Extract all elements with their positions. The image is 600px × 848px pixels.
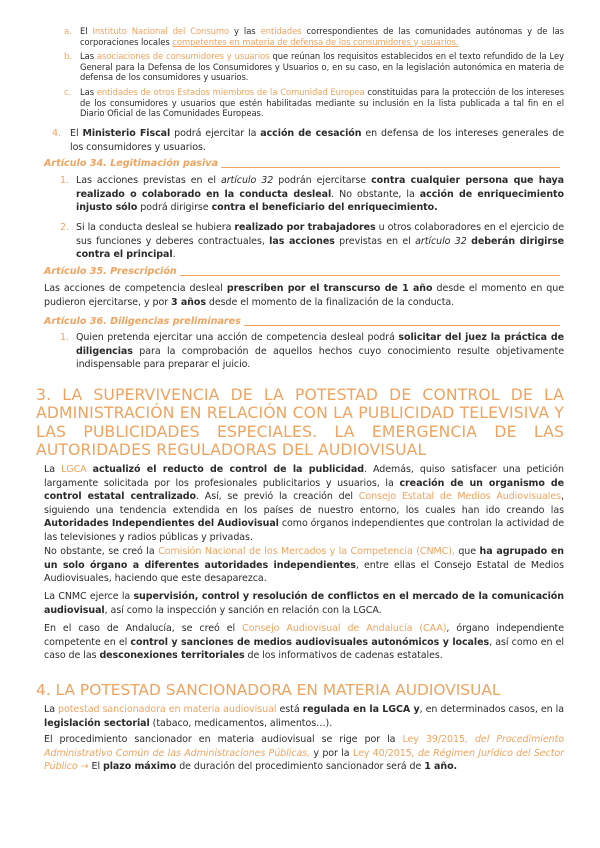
list-item-a: [64, 26, 564, 47]
text-run: . Así, se previó la creación del: [196, 491, 359, 503]
section-4-heading: 4. LA POTESTAD SANCIONADORA EN MATERIA AUDIOVISUAL: [36, 681, 501, 699]
text-run: podrá dirigirse: [137, 202, 212, 214]
list-item-text: [80, 51, 564, 83]
text-run: de los informativos de cadenas estatales.: [244, 650, 443, 662]
section-4-paragraph-2: [44, 733, 564, 774]
list-item-text: [80, 26, 564, 47]
text-run: podrá ejercitar la: [170, 128, 261, 139]
text-run: En el caso de Andalucía, se creó el: [44, 623, 243, 634]
text-run: contra el beneficiario del enriquecimiento.: [211, 202, 438, 214]
text-run: artículo 32: [415, 235, 467, 247]
list-marker: 1.: [60, 175, 69, 186]
text-run: Ley 40/2015: [352, 747, 412, 759]
list-marker: b.: [64, 51, 72, 61]
text-run: supervisión, control y resolución de conflictos en el mercado de la comunicación audiovisual: [44, 591, 564, 616]
text-run: acción de enriquecimiento injusto sólo: [76, 188, 564, 214]
text-run: está: [276, 704, 303, 715]
text-run: , siguiendo una tendencia extendida en los países de nuestro entorno, los cuales han ido creando las: [44, 491, 564, 516]
text-run: solicitar del juez la práctica de diligencias: [76, 332, 564, 357]
text-run: La: [44, 704, 59, 715]
text-run: acción de cesación: [260, 128, 362, 139]
text-run: 1 año.: [424, 761, 458, 773]
text-run: Autoridades Independientes del Audiovisual: [44, 518, 279, 530]
article-34-item-2: [60, 221, 565, 262]
list-item-text: [76, 174, 564, 215]
text-run: →: [77, 761, 92, 773]
list-item-c: [64, 87, 564, 119]
text-run: creación de un organismo de control estatal centralizado: [44, 477, 564, 503]
text-run: . No obstante, la: [331, 188, 420, 200]
text-run: , entre ellas el Consejo Estatal de Medios Audiovisuales, haciendo que este desaparezca.: [44, 559, 564, 585]
article-title: Artículo 35. Prescripción: [44, 266, 177, 277]
list-item-text: [80, 87, 564, 119]
list-marker: 1.: [60, 332, 69, 343]
section-3-paragraph-4: [44, 622, 564, 663]
text-run: , en determinados casos, en la: [419, 704, 564, 715]
text-run: El procedimiento sancionador en materia audiovisual se rige por la: [44, 734, 403, 745]
text-run: Las: [80, 51, 97, 61]
text-run: potestad sancionadora en materia audiovisual: [58, 704, 277, 715]
text-run: prescriben por el transcurso de 1 año: [226, 283, 433, 294]
text-run: Consejo Audiovisual de Andalucía (CAA): [242, 623, 447, 634]
text-run: actualizó el reducto de control de la publicidad: [92, 464, 364, 475]
article-36-heading: [44, 316, 560, 328]
heading-rule: [244, 325, 560, 326]
text-run: Instituto Nacional del Consumo: [92, 26, 230, 36]
text-run: constituidas para la protección de los intereses de los consumidores y usuarios que estén habilitadas mediante su inclusión en la lista publicada a tal fin en el Diario Oficial de las Comunidades Europeas.: [80, 87, 565, 119]
text-run: Si la conducta desleal se hubiera: [76, 222, 235, 233]
text-run: artículo 32: [220, 175, 274, 186]
text-run: .: [172, 249, 176, 261]
text-run: El: [80, 26, 93, 36]
list-item-text: [76, 331, 564, 372]
text-run: realizado por trabajadores: [234, 222, 376, 233]
text-run: Las: [80, 87, 97, 97]
text-run: Las acciones de competencia desleal: [44, 283, 227, 294]
section-3-heading: 3. LA SUPERVIVENCIA DE LA POTESTAD DE CONTROL DE LA ADMINISTRACIÓN EN RELACIÓN CON LA PUBLICIDAD TELEVISIVA Y LAS PUBLICIDADES ESPECIALES. LA EMERGENCIA DE LAS AUTORIDADES REGULADORAS DEL AUDIOVISUAL: [36, 386, 564, 460]
text-run: La: [44, 464, 62, 475]
text-run: en defensa de los intereses generales de los consumidores y usuarios.: [70, 128, 565, 153]
article-35-text: [44, 282, 564, 309]
text-run: , de Régimen Jurídico del Sector Público: [44, 747, 565, 773]
list-item-4: [52, 127, 564, 154]
article-36-item-1: [60, 331, 564, 372]
text-run: las acciones: [269, 235, 335, 247]
text-run: plazo máximo: [103, 761, 177, 773]
text-run: y por la: [310, 747, 353, 759]
section-3-paragraph-1: [44, 463, 564, 545]
list-marker: c.: [64, 87, 72, 97]
text-run: Consejo Estatal de Medios Audiovisuales: [358, 491, 562, 503]
text-run: desde el momento en que pudieron ejercitarse, y por: [44, 283, 565, 308]
text-run: como órganos independientes que controlan la actividad de las televisiones y radios públicas y privadas.: [44, 518, 564, 543]
text-run: previstas en el: [334, 235, 416, 247]
section-3-paragraph-3: [44, 590, 564, 617]
text-run: , órgano independiente competente en el: [44, 623, 565, 648]
text-run: control y sanciones de medios audiovisuales autonómicos y locales: [130, 636, 490, 648]
list-item-text: [76, 221, 564, 262]
text-run: . Además, quiso satisfacer una petición largamente solicitada por los profesionales publicitarios y usuarios, la: [44, 464, 564, 489]
text-run: desconexiones territoriales: [99, 650, 245, 662]
list-item-text: [70, 127, 564, 154]
section-4-paragraph-1: [44, 703, 564, 730]
text-run: (tabaco, medicamentos, alimentos…).: [149, 717, 333, 729]
text-run: contra cualquier persona que haya realizado o colaborado en la conducta desleal: [76, 175, 564, 200]
text-run: , así como la inspección y sanción en relación con la LGCA.: [104, 604, 382, 616]
text-run: 3 años: [171, 296, 206, 308]
text-run: Ministerio Fiscal: [82, 128, 171, 139]
article-34-heading: [44, 158, 560, 170]
text-run: No obstante, se creó la: [44, 546, 159, 557]
text-run: El: [70, 128, 83, 139]
text-run: LGCA: [61, 464, 87, 475]
article-34-item-1: [60, 174, 564, 215]
text-run: Ley 39/2015: [402, 734, 465, 745]
text-run: legislación sectorial: [44, 717, 150, 729]
text-run: que: [454, 546, 480, 557]
text-run: entidades de otros Estados miembros de la Comunidad Europea: [96, 87, 365, 97]
article-35-heading: [44, 266, 560, 278]
section-3-paragraph-2: [44, 545, 564, 586]
text-run: entidades: [260, 26, 302, 36]
text-run: Las acciones previstas en el: [76, 175, 221, 186]
text-run: , así como en el caso de las: [44, 636, 564, 662]
heading-rule: [221, 167, 560, 168]
text-run: , del Procedimiento Administrativo Común de las Administraciones Públicas,: [44, 734, 565, 759]
article-title: Artículo 34. Legitimación pasiva: [44, 158, 219, 169]
text-run: deberán dirigirse contra el principal: [76, 235, 564, 261]
text-run: El: [91, 761, 103, 773]
text-run: u otros colaboradores en el ejercicio de sus funciones y deberes contractuales,: [76, 222, 565, 247]
heading-rule: [180, 275, 560, 276]
text-run: podrán ejercitarse: [273, 175, 372, 186]
text-run: asociaciones de consumidores y usuarios: [96, 51, 270, 61]
text-run: correspondientes de las comunidades autónomas y de las corporaciones locales: [80, 26, 564, 47]
text-run: que reúnan los requisitos establecidos en el texto refundido de la Ley General para la Defensa de los Consumidores y Usuarios o, en su caso, en la legislación autonómica en materia de defensa de los consumidores y usuarios.: [80, 51, 565, 83]
text-run: La CNMC ejerce la: [44, 591, 134, 602]
list-marker: 4.: [52, 128, 61, 139]
text-run: para la comprobación de aquellos hechos cuyo conocimiento resulte objetivamente indispensable para preparar el juicio.: [76, 345, 564, 371]
text-run: Quien pretenda ejercitar una acción de competencia desleal podrá: [76, 332, 399, 343]
text-run: ha agrupado en un solo órgano a diferentes autoridades independientes: [44, 546, 564, 571]
text-run: Comisión Nacional de los Mercados y la Competencia (CNMC),: [158, 546, 455, 557]
list-marker: 2.: [60, 222, 69, 233]
text-run: de duración del procedimiento sancionador será de: [176, 761, 425, 773]
text-run: competentes en materia de defensa de los consumidores y usuarios.: [172, 36, 459, 47]
text-run: regulada en la LGCA y: [302, 704, 420, 715]
article-title: Artículo 36. Diligencias preliminares: [44, 316, 241, 327]
list-item-b: [64, 51, 564, 83]
text-run: desde el momento de la finalización de la conducta.: [205, 296, 455, 308]
text-run: y las: [229, 26, 261, 36]
list-marker: a.: [64, 26, 72, 36]
